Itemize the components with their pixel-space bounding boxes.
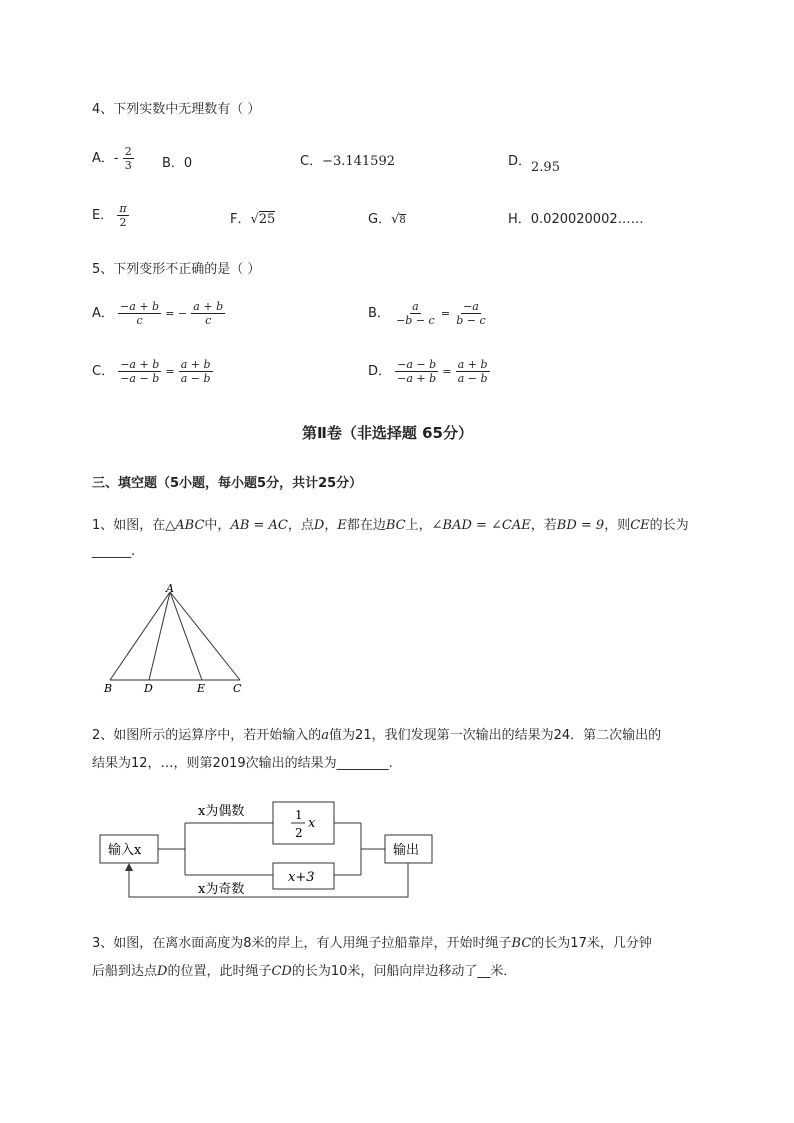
q4-option-d: D．2.95: [508, 154, 560, 175]
q4-option-f: F．√25: [230, 212, 276, 227]
part-2-title: 第Ⅱ卷（非选择题 65分）: [302, 424, 473, 442]
q5-option-a: A． $\frac{-a + b}{c}$ = − $\frac{a + b}{c}$: [92, 300, 224, 327]
plus3-label: x+3: [288, 870, 315, 885]
section-3-heading: 三、填空题（5小题，每小题5分，共计25分）: [92, 476, 363, 491]
q4-option-a: A．- $\frac{2}{3}$: [92, 145, 132, 172]
triangle-side-ab: [110, 592, 170, 680]
flowchart: [95, 795, 440, 905]
odd-label: x为奇数: [198, 882, 245, 897]
fill-question-1: 1、如图，在△ABC中，AB = AC，点D，E都在边BC上，∠BAD = ∠CAE，若BD = 9，则CE的长为: [92, 518, 689, 533]
fill-question-3-line2: 后船到达点D的位置，此时绳子CD的长为10米，问船向岸边移动了__米．: [92, 964, 517, 979]
output-label: 输出: [393, 843, 420, 858]
question-5-stem: 5、下列变形不正确的是（ ）: [92, 262, 261, 277]
point-e-label: E: [197, 682, 206, 695]
point-b-label: B: [104, 682, 113, 695]
point-d-label: D: [144, 682, 153, 695]
point-c-label: C: [233, 682, 242, 695]
triangle-figure: [100, 580, 250, 700]
fill-question-3-line1: 3、如图，在离水面高度为8米的岸上，有人用绳子拉船靠岸，开始时绳子BC的长为17米，几分钟: [92, 936, 652, 951]
input-label: 输入x: [108, 843, 142, 858]
q4-option-h: H．0.020020002……: [508, 212, 644, 227]
half-denominator: 2: [295, 826, 303, 840]
triangle-segment-ae: [170, 592, 202, 680]
triangle-side-ac: [170, 592, 240, 680]
fill-question-2-line1: 2、如图所示的运算序中，若开始输入的a值为21，我们发现第一次输出的结果为24．第二次输出的: [92, 728, 662, 743]
q4-option-c: C．−3.141592: [300, 154, 395, 169]
q5-option-c: C． $\frac{-a + b}{-a - b}$ = $\frac{a + b}{a - b}$: [92, 358, 211, 385]
even-label: x为偶数: [198, 804, 245, 819]
q5-option-d: D． $\frac{-a - b}{-a + b}$ = $\frac{a + b}{a - b}$: [368, 358, 488, 385]
q4-option-g: G．√8: [368, 212, 406, 227]
point-a-label: A: [166, 582, 174, 595]
q4-option-e: E． $\frac{\pi}{2}$: [92, 202, 127, 229]
triangle-segment-ad: [149, 592, 170, 680]
feedback-loop: [129, 863, 408, 897]
q5-option-b: B． $\frac{a}{-b - c}$ = $\frac{-a}{b - c}$: [368, 300, 486, 327]
feedback-arrowhead: [125, 863, 133, 871]
half-numerator: 1: [295, 808, 303, 822]
fill-question-1-blank: ______.: [92, 544, 136, 559]
half-variable: x: [308, 816, 316, 831]
q4-option-b: B．0: [162, 156, 193, 171]
question-4-stem: 4、下列实数中无理数有（ ）: [92, 102, 261, 117]
fill-question-2-line2: 结果为12，…，则第2019次输出的结果为________.: [92, 756, 393, 771]
